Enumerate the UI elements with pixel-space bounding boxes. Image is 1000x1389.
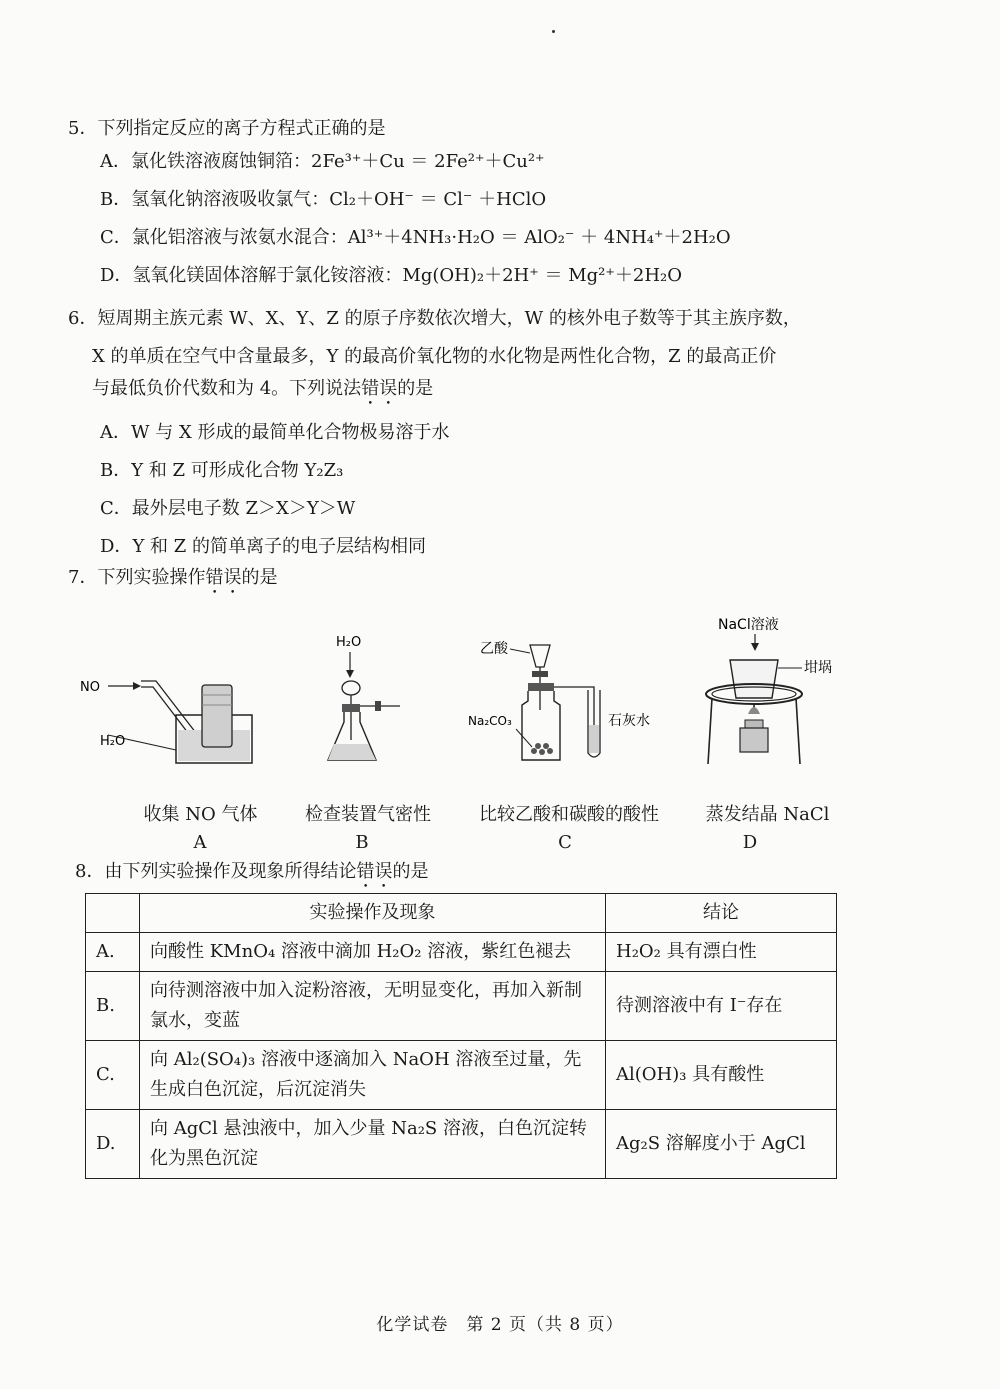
option-letter: B．	[100, 189, 132, 210]
solid-particle	[543, 743, 549, 749]
q7-stem	[68, 567, 277, 598]
q6-option-c	[100, 498, 355, 520]
row-conclusion: 待测溶液中有 I⁻存在	[606, 972, 837, 1041]
text-segment: 与最低负价代数和为 4。下列说法	[92, 378, 362, 399]
table-header-row	[86, 894, 837, 933]
q6-stem-line2: X 的单质在空气中含量最多，Y 的最高价氧化物的水化物是两性化合物，Z 的最高正价	[92, 346, 777, 367]
stopcock	[532, 671, 548, 677]
flask-liquid	[328, 744, 376, 760]
q5-option-d	[100, 265, 682, 287]
q8-stem	[75, 861, 428, 892]
q5-stem: 5．下列指定反应的离子方程式正确的是	[68, 118, 386, 139]
solid-particle	[539, 749, 545, 755]
option-letter: B．	[100, 460, 132, 481]
header-operation: 实验操作及现象	[140, 894, 606, 933]
collection-bottle	[202, 685, 232, 747]
row-operation: 向酸性 KMnO₄ 溶液中滴加 H₂O₂ 溶液，紫红色褪去	[140, 933, 606, 972]
emphasis-text: 错误	[361, 378, 398, 399]
row-letter: D.	[86, 1110, 140, 1179]
figure-letter-c: C	[558, 832, 572, 853]
option-text: 氢氧化钠溶液吸收氯气：Cl₂＋OH⁻ ＝ Cl⁻ ＋HClO	[131, 189, 547, 210]
table-row	[86, 1041, 837, 1110]
row-operation: 向 AgCl 悬浊液中，加入少量 Na₂S 溶液，白色沉淀转化为黑色沉淀	[140, 1110, 606, 1179]
figure-a-apparatus	[78, 650, 258, 770]
caption-b: 检查装置气密性	[305, 804, 431, 825]
row-conclusion: Ag₂S 溶解度小于 AgCl	[606, 1110, 837, 1179]
caption-a: 收集 NO 气体	[143, 804, 258, 825]
emphasis-text: 错误	[356, 861, 393, 882]
label-solution: NaCl溶液	[718, 617, 779, 633]
caption-d: 蒸发结晶 NaCl	[705, 804, 830, 825]
alcohol-lamp	[740, 728, 768, 752]
q6-option-b	[100, 460, 343, 482]
q5-option-c	[100, 227, 731, 249]
table-row	[86, 1110, 837, 1179]
header-conclusion: 结论	[606, 894, 837, 933]
arrow-head	[751, 643, 759, 651]
text-segment: 8．由下列实验操作及现象所得结论	[75, 861, 357, 882]
figure-letter-b: B	[355, 832, 369, 853]
row-letter: B.	[86, 972, 140, 1041]
text-segment: 的是	[241, 567, 278, 588]
scan-speck	[552, 30, 555, 33]
clamp	[375, 701, 381, 711]
funnel-bulb	[342, 681, 360, 695]
option-text: 氯化铝溶液与浓氨水混合：Al³⁺＋4NH₃·H₂O ＝ AlO₂⁻ ＋ 4NH₄⁺＋2H₂O	[131, 227, 731, 248]
option-letter: D．	[100, 265, 133, 286]
option-letter: C．	[100, 498, 132, 519]
label-carbonate: Na₂CO₃	[468, 714, 512, 728]
dropping-funnel	[530, 645, 550, 667]
q6-option-a	[100, 422, 449, 444]
q6-stem-line1: 6．短周期主族元素 W、X、Y、Z 的原子序数依次增大，W 的核外电子数等于其主族序数，	[68, 308, 801, 329]
tripod-leg	[796, 698, 800, 764]
q8-table	[85, 893, 837, 1179]
arrow-head	[346, 670, 354, 678]
figure-c-apparatus	[468, 625, 668, 770]
q6-stem-line3	[92, 378, 433, 409]
option-text: 氯化铁溶液腐蚀铜箔：2Fe³⁺＋Cu ＝ 2Fe²⁺＋Cu²⁺	[131, 151, 545, 172]
option-text: 氢氧化镁固体溶解于氯化铵溶液：Mg(OH)₂＋2H⁺ ＝ Mg²⁺＋2H₂O	[132, 265, 682, 286]
stopper	[528, 683, 554, 691]
option-text: W 与 X 形成的最简单化合物极易溶于水	[131, 422, 450, 443]
label-water: H₂O	[100, 734, 126, 749]
emphasis-text: 错误	[205, 567, 242, 588]
option-letter: A．	[100, 422, 131, 443]
option-letter: D．	[100, 536, 133, 557]
header-blank	[86, 894, 140, 933]
arrow-head	[133, 682, 141, 690]
tripod-leg	[708, 698, 712, 764]
q5-option-b	[100, 189, 546, 211]
flame	[748, 707, 760, 714]
option-text: 最外层电子数 Z＞X＞Y＞W	[131, 498, 356, 519]
leader-line	[516, 729, 532, 747]
text-segment: 的是	[392, 861, 429, 882]
figure-letter-a: A	[193, 832, 207, 853]
page-footer: 化学试卷 第 2 页（共 8 页）	[376, 1315, 624, 1335]
label-no: NO	[80, 680, 100, 695]
solid-particle	[531, 748, 537, 754]
figure-b-apparatus	[320, 630, 410, 770]
solid-particle	[547, 748, 553, 754]
label-water: H₂O	[336, 635, 362, 650]
option-letter: C．	[100, 227, 132, 248]
limewater-liquid	[589, 725, 599, 753]
row-letter: A.	[86, 933, 140, 972]
leader-line	[510, 649, 530, 653]
option-letter: A．	[100, 151, 131, 172]
label-acid: 乙酸	[480, 641, 508, 657]
q5-option-a	[100, 151, 545, 173]
lamp-neck	[745, 720, 763, 728]
solid-particle	[535, 743, 541, 749]
row-letter: C.	[86, 1041, 140, 1110]
row-operation: 向待测溶液中加入淀粉溶液，无明显变化，再加入新制氯水，变蓝	[140, 972, 606, 1041]
crucible	[730, 660, 778, 698]
row-conclusion: Al(OH)₃ 具有酸性	[606, 1041, 837, 1110]
row-operation: 向 Al₂(SO₄)₃ 溶液中逐滴加入 NaOH 溶液至过量，先生成白色沉淀，后沉淀消失	[140, 1041, 606, 1110]
q6-option-d	[100, 536, 426, 558]
label-crucible: 坩埚	[804, 660, 832, 676]
figure-d-apparatus	[690, 612, 870, 772]
option-text: Y 和 Z 可形成化合物 Y₂Z₃	[131, 460, 344, 481]
table-row	[86, 933, 837, 972]
table-row	[86, 972, 837, 1041]
stopper	[342, 704, 360, 712]
label-limewater: 石灰水	[608, 713, 650, 729]
text-segment: 7．下列实验操作	[68, 567, 206, 588]
figure-letter-d: D	[742, 832, 758, 853]
option-text: Y 和 Z 的简单离子的电子层结构相同	[132, 536, 426, 557]
text-segment: 的是	[397, 378, 434, 399]
caption-c: 比较乙酸和碳酸的酸性	[479, 804, 659, 825]
row-conclusion: H₂O₂ 具有漂白性	[606, 933, 837, 972]
